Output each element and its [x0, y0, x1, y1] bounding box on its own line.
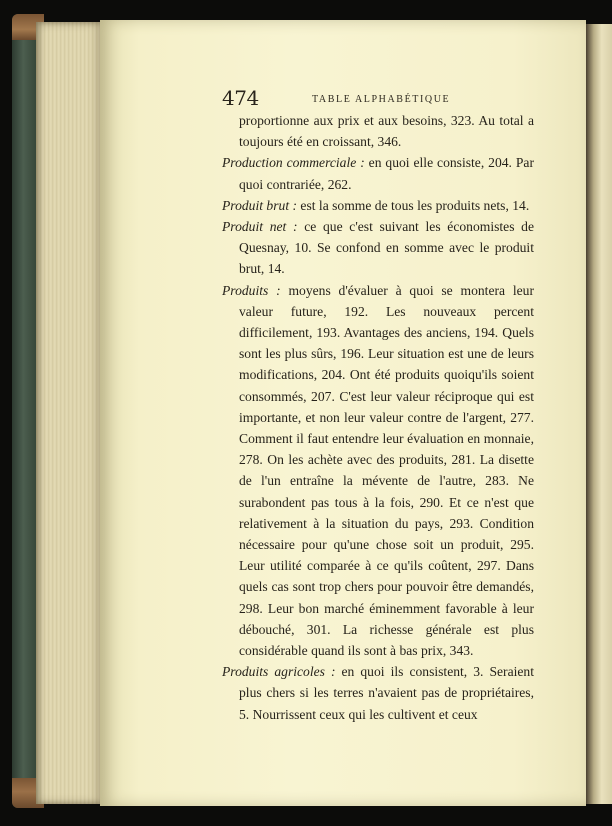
- entry-text: est la somme de tous les produits nets, 14.: [297, 197, 530, 213]
- page-header: [222, 86, 558, 110]
- page-number: 474: [222, 86, 259, 110]
- index-entry: [222, 152, 534, 194]
- entry-text: ce que c'est suivant les économistes de Quesnay, 10. Se confond en somme avec le produit brut, 14.: [239, 219, 535, 277]
- entry-term: Produit brut :: [222, 197, 298, 213]
- entry-term: Produit net :: [222, 219, 298, 235]
- page-edges-right: [586, 24, 612, 804]
- entry-term: Produits :: [222, 282, 281, 298]
- entry-term: Produits agricoles :: [222, 664, 336, 680]
- index-entry: [222, 195, 534, 216]
- index-text: [222, 110, 534, 725]
- index-entry: [222, 280, 534, 662]
- index-entry: [222, 216, 534, 280]
- entry-text: proportionne aux prix et aux besoins, 323. Au total a toujours été en croissant, 346.: [239, 113, 534, 150]
- entry-term: Production commerciale :: [222, 155, 365, 171]
- index-entry: [222, 661, 534, 725]
- index-entry-continuation: [222, 110, 534, 152]
- entry-text: en quoi elle consiste, 204. Par quoi contrariée, 262.: [239, 155, 534, 192]
- page-edges-left: [36, 22, 104, 804]
- entry-text: en quoi ils consistent, 3. Seraient plus chers si les terres n'avaient pas de propriétaires, 5. Nourrissent ceux qui les cultivent et ceux: [239, 664, 534, 722]
- running-head: TABLE ALPHABÉTIQUE: [312, 94, 451, 105]
- entry-text: moyens d'évaluer à quoi se montera leur valeur future, 192. Les nouveaux percent difficilement, 193. Avantages des anciens, 194. Quels sont les plus sûrs, 196. Leur situation est une de leurs modifications, 204. Ont été produits quoiqu'ils soient consommés, 207. C'est leur valeur réciproque qui est importante, et non leur valeur contre de l'argent, 277. Comment il faut entendre leur évaluation en monnaie, 278. On les achète avec des produits, 281. La disette de l'un entraîne la mévente de l'autre, 283. Ne surabondent pas tous à la fois, 290. Et ce n'est que relativement à la situation du pays, 293. Condition nécessaire pour qu'une chose soit un produit, 295. Leur utilité comparée à ce qu'ils coûtent, 297. Dans quels cas sont trop chers pour pouvoir être demandés, 298. Leur bon marché éminemment favorable à leur débouché, 301. La richesse générale est plus considérable quand ils sont à bas prix, 343.: [239, 282, 534, 659]
